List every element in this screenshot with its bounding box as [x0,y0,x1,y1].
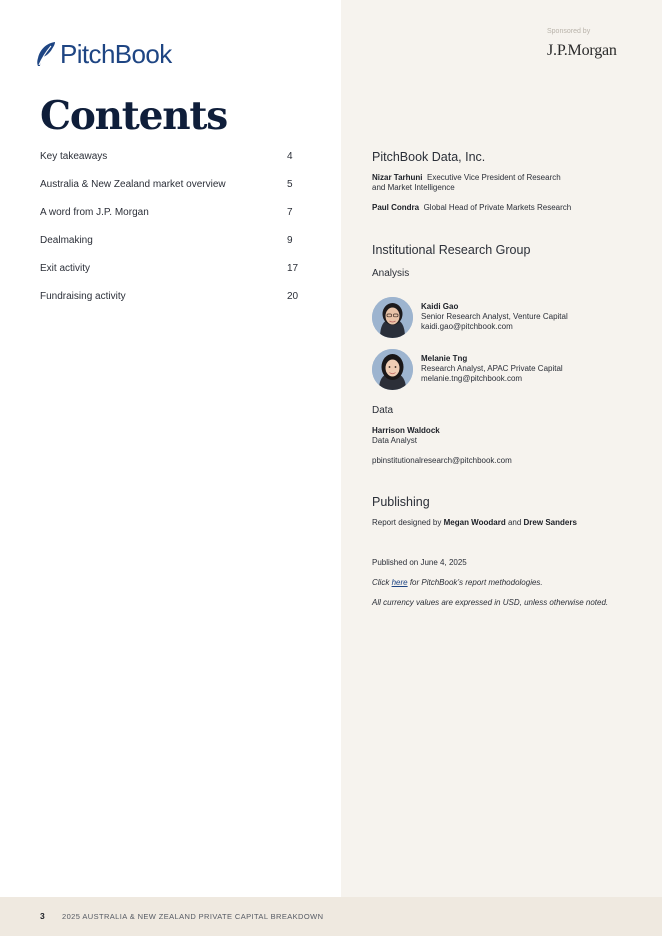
portrait-melanie-tng [372,349,413,390]
data-heading: Data [372,405,394,416]
sponsor-label: Sponsored by [547,28,591,35]
toc-label: Dealmaking [40,235,93,246]
toc-item-dealmaking[interactable] [40,235,302,249]
toc-page-number: 9 [287,235,293,246]
page-title: Contents [40,93,227,139]
designers-credit [372,518,577,528]
analyst-name: Melanie Tng [421,354,468,363]
leader-title: Global Head of Private Markets Research [423,203,572,212]
toc-page-number: 5 [287,179,293,190]
avatar [372,349,413,390]
toc-label: A word from J.P. Morgan [40,207,149,218]
footer-report-title: 2025 AUSTRALIA & NEW ZEALAND PRIVATE CAPITAL BREAKDOWN [62,912,324,921]
designers-prefix: Report designed by [372,518,442,527]
analyst-email[interactable]: melanie.tng@pitchbook.com [421,374,523,383]
leader-name: Paul Condra [372,203,420,212]
designers-joiner: and [507,518,522,527]
toc-item-exit-activity[interactable] [40,263,302,277]
feather-icon [35,41,57,67]
analyst-melanie-tng [421,354,563,384]
methodology-note [372,578,543,588]
leader-nizar [372,173,561,193]
data-analyst-name: Harrison Waldock [372,426,440,435]
analyst-email[interactable]: kaidi.gao@pitchbook.com [421,322,513,331]
group-email[interactable]: pbinstitutionalresearch@pitchbook.com [372,456,512,465]
toc-label: Key takeaways [40,151,108,162]
methodology-link[interactable]: here [391,578,408,587]
analyst-title: Research Analyst, APAC Private Capital [421,364,563,373]
analysis-heading: Analysis [372,268,410,279]
toc-label: Fundraising activity [40,291,126,302]
footer-page-number: 3 [40,911,45,921]
toc-label: Exit activity [40,263,91,274]
leader-paul [372,203,571,213]
sponsor-logo: J.P.Morgan [547,42,617,59]
toc-page-number: 7 [287,207,293,218]
research-group-heading: Institutional Research Group [372,243,531,257]
pitchbook-logo [35,40,172,68]
toc-item-word-from-jpmorgan[interactable] [40,207,302,221]
toc-item-fundraising-activity[interactable] [40,291,302,305]
toc-page-number: 17 [287,263,299,274]
toc-item-market-overview[interactable] [40,179,302,193]
methodology-prefix: Click [372,578,390,587]
analyst-title: Senior Research Analyst, Venture Capital [421,312,568,321]
company-heading: PitchBook Data, Inc. [372,150,486,164]
analyst-name: Kaidi Gao [421,302,459,311]
toc-page-number: 4 [287,151,293,162]
publishing-heading: Publishing [372,495,430,509]
data-analyst-title: Data Analyst [372,436,417,445]
credits-panel [341,0,662,897]
portrait-kaidi-gao [372,297,413,338]
toc-label: Australia & New Zealand market overview [40,179,226,190]
leader-title-cont: and Market Intelligence [372,183,455,192]
leader-title: Executive Vice President of Research [426,173,561,182]
data-analyst [372,426,440,446]
designer-name: Megan Woodard [443,518,506,527]
leader-name: Nizar Tarhuni [372,173,423,182]
currency-note: All currency values are expressed in USD, unless otherwise noted. [372,598,609,607]
logo-wordmark: PitchBook [60,39,172,69]
published-date: Published on June 4, 2025 [372,558,467,567]
toc-page-number: 20 [287,291,299,302]
analyst-kaidi-gao [421,302,568,332]
methodology-suffix: for PitchBook’s report methodologies. [409,578,543,587]
toc-item-key-takeaways[interactable] [40,151,302,165]
avatar [372,297,413,338]
designer-name: Drew Sanders [523,518,577,527]
